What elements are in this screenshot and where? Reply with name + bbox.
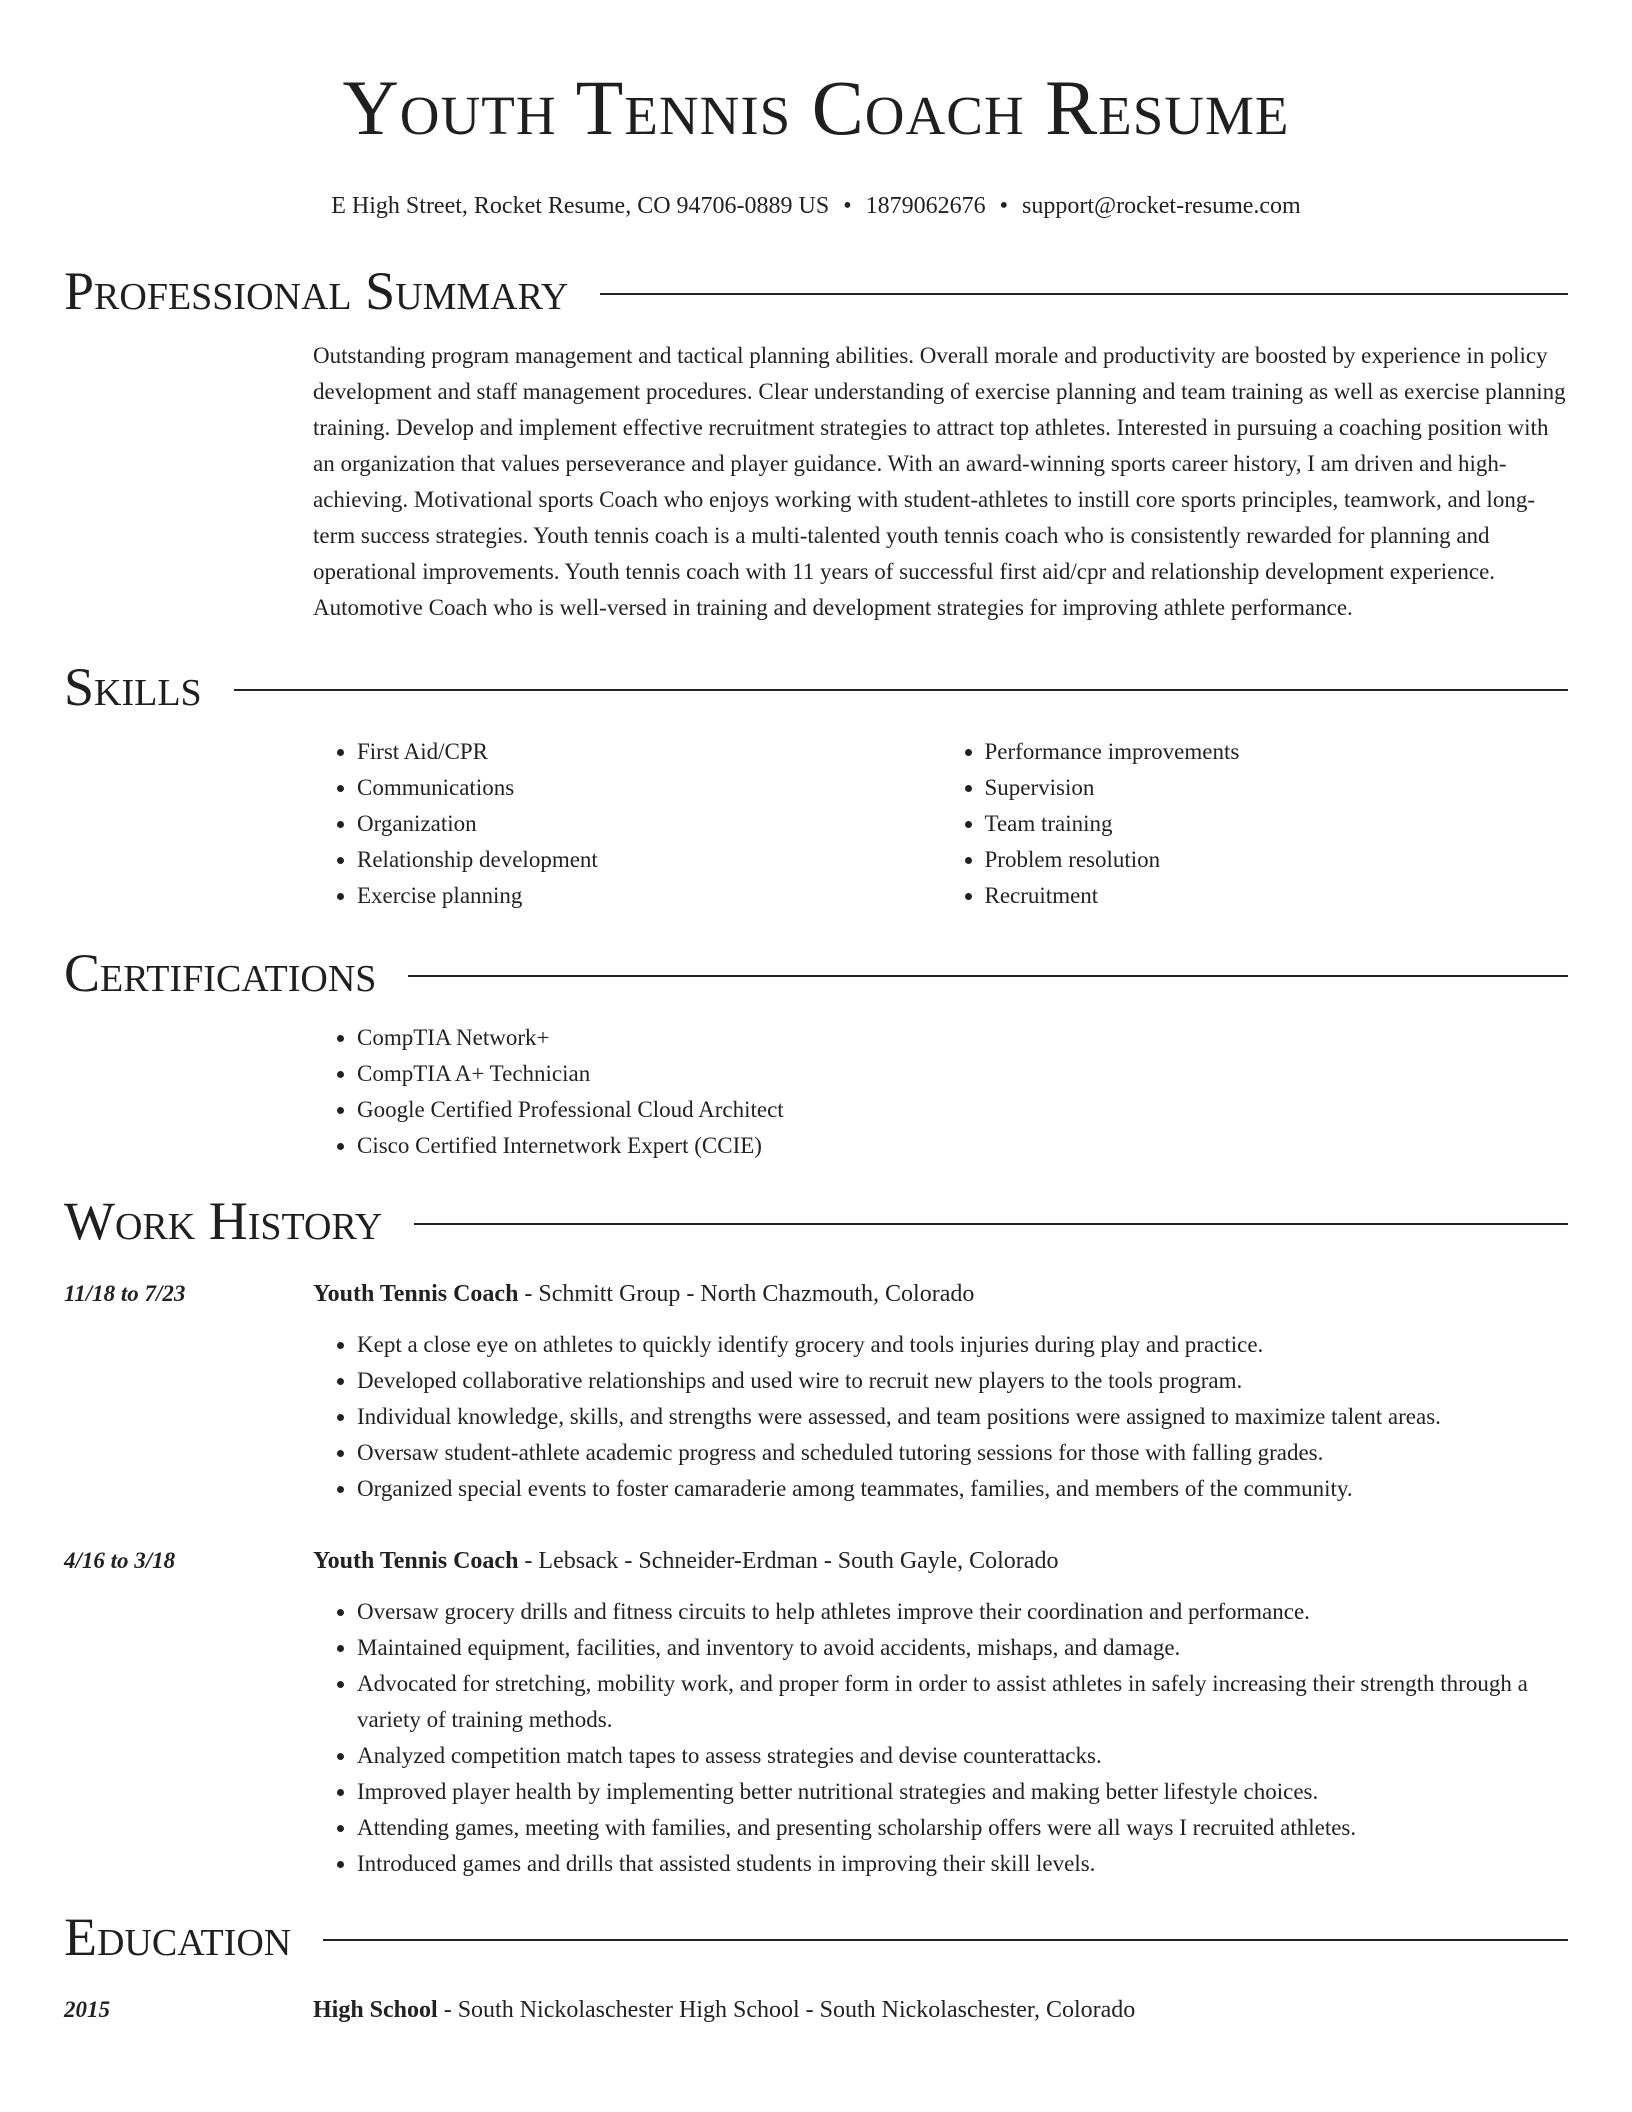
- certifications-section: [64, 940, 1568, 1164]
- job-bullet: • Developed collaborative relationships and used wire to recruit new players to the tools program.: [357, 1363, 1568, 1399]
- job-bullet: • Improved player health by implementing better nutritional strategies and making better lifestyle choices.: [357, 1774, 1568, 1810]
- contact-email: support@rocket-resume.com: [1022, 193, 1301, 219]
- summary-text: Outstanding program management and tactical planning abilities. Overall morale and productivity are boosted by experience in policy development and staff management procedures. Clear understanding of exercise planning and team training as well as exercise planning training. Develop and implement effective recruitment strategies to attract top athletes. Interested in pursuing a coaching position with an organization that values perseverance and player guidance. With an award-winning sports career history, I am driven and high-achieving. Motivational sports Coach who enjoys working with student-athletes to instill core sports principles, teamwork, and long-term success strategies. Youth tennis coach is a multi-talented youth tennis coach who is consistently rewarded for planning and operational improvements. Youth tennis coach with 11 years of successful first aid/cpr and relationship development experience. Automotive Coach who is well-versed in training and development strategies for improving athlete performance.: [313, 343, 1566, 620]
- job-bullet: • Kept a close eye on athletes to quickly identify grocery and tools injuries during play and practice.: [357, 1327, 1568, 1363]
- summary-header: [64, 258, 1568, 324]
- job-bullets: [313, 1594, 1568, 1882]
- education-details: - South Nickolaschester High School - South Nickolaschester, Colorado: [437, 1997, 1136, 2023]
- skill-item: • Exercise planning: [357, 878, 941, 914]
- certification-item: • CompTIA Network+: [357, 1020, 1568, 1056]
- education-entry: [64, 1992, 1568, 2028]
- skill-item: • Problem resolution: [985, 842, 1569, 878]
- job-bullet: • Advocated for stretching, mobility work, and proper form in order to assist athletes in safely increasing their strength through a variety of training methods.: [357, 1666, 1568, 1738]
- skill-item: • Communications: [357, 770, 941, 806]
- job-bullet: • Attending games, meeting with families, and presenting scholarship offers were all ways I recruited athletes.: [357, 1810, 1568, 1846]
- job-role: Youth Tennis Coach: [313, 1548, 519, 1574]
- certification-item: • CompTIA A+ Technician: [357, 1056, 1568, 1092]
- job-dates: 4/16 to 3/18: [64, 1548, 176, 1573]
- job-bullet: • Individual knowledge, skills, and strengths were assessed, and team positions were assigned to maximize talent areas.: [357, 1399, 1568, 1435]
- job-bullet: • Organized special events to foster camaraderie among teammates, families, and members of the community.: [357, 1471, 1568, 1507]
- skill-item: • Relationship development: [357, 842, 941, 878]
- job-role: Youth Tennis Coach: [313, 1281, 519, 1307]
- job-heading: [313, 1543, 1568, 1579]
- skill-item: • Performance improvements: [985, 734, 1569, 770]
- contact-separator: •: [843, 193, 852, 219]
- summary-section: [64, 258, 1568, 626]
- job-bullet: • Oversaw grocery drills and fitness circuits to help athletes improve their coordination and performance.: [357, 1594, 1568, 1630]
- education-heading: Education: [64, 1907, 292, 1967]
- work-history-section: [64, 1188, 1568, 1882]
- education-section: [64, 1904, 1568, 2028]
- work-history-heading: Work History: [64, 1191, 383, 1251]
- section-divider: [234, 689, 1568, 691]
- job-entry: [64, 1276, 1568, 1507]
- work-history-header: [64, 1188, 1568, 1254]
- certifications-list: [313, 1020, 1568, 1164]
- skills-section: [64, 654, 1568, 914]
- summary-heading: Professional Summary: [64, 261, 569, 321]
- certifications-header: [64, 940, 1568, 1006]
- section-divider: [408, 975, 1568, 977]
- resume-title: Youth Tennis Coach Resume: [342, 64, 1290, 151]
- contact-address: E High Street, Rocket Resume, CO 94706-0889 US: [331, 193, 830, 219]
- contact-line: [64, 190, 1568, 222]
- job-entry: [64, 1543, 1568, 1882]
- education-year: 2015: [64, 1997, 110, 2022]
- skills-header: [64, 654, 1568, 720]
- job-bullets: [313, 1327, 1568, 1507]
- job-heading: [313, 1276, 1568, 1312]
- skills-list-right: [941, 734, 1569, 914]
- skill-item: • Supervision: [985, 770, 1569, 806]
- job-details: - Schmitt Group - North Chazmouth, Colorado: [518, 1281, 975, 1307]
- job-details: - Lebsack - Schneider-Erdman - South Gayle, Colorado: [518, 1548, 1059, 1574]
- education-heading-line: [313, 1992, 1568, 2028]
- section-divider: [414, 1223, 1568, 1225]
- job-dates: 11/18 to 7/23: [64, 1281, 186, 1306]
- education-degree: High School: [313, 1997, 438, 2023]
- skill-item: • First Aid/CPR: [357, 734, 941, 770]
- job-bullet: • Oversaw student-athlete academic progress and scheduled tutoring sessions for those with falling grades.: [357, 1435, 1568, 1471]
- job-bullet: • Analyzed competition match tapes to assess strategies and devise counterattacks.: [357, 1738, 1568, 1774]
- skill-item: • Recruitment: [985, 878, 1569, 914]
- certification-item: • Google Certified Professional Cloud Architect: [357, 1092, 1568, 1128]
- section-divider: [323, 1939, 1568, 1941]
- certifications-heading: Certifications: [64, 943, 377, 1003]
- skill-item: • Team training: [985, 806, 1569, 842]
- section-divider: [600, 293, 1568, 295]
- job-bullet: • Introduced games and drills that assisted students in improving their skill levels.: [357, 1846, 1568, 1882]
- skills-list-left: [313, 734, 941, 914]
- contact-separator: •: [999, 193, 1009, 219]
- contact-phone: 1879062676: [865, 193, 986, 219]
- skills-grid: [313, 734, 1568, 914]
- skill-item: • Organization: [357, 806, 941, 842]
- skills-heading: Skills: [64, 657, 202, 717]
- education-header: [64, 1904, 1568, 1970]
- job-bullet: • Maintained equipment, facilities, and inventory to avoid accidents, mishaps, and damage.: [357, 1630, 1568, 1666]
- certification-item: • Cisco Certified Internetwork Expert (CCIE): [357, 1128, 1568, 1164]
